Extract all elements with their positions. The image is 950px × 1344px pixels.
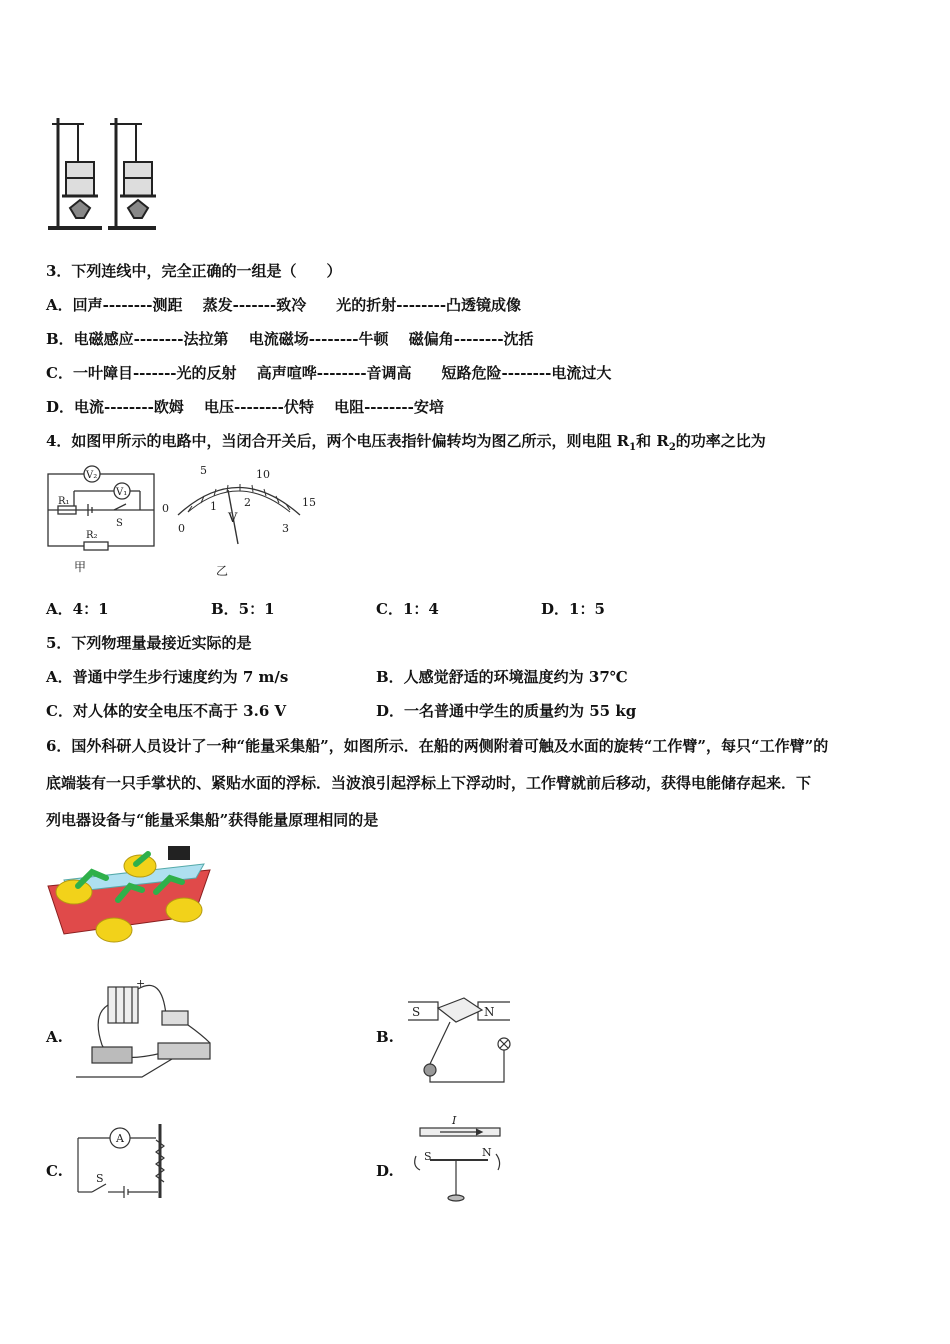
q4-option-a: A．4：1: [46, 600, 109, 618]
switch-s-label: S: [96, 1172, 104, 1185]
meter-inner-tick-3: 3: [282, 522, 289, 535]
circuit-r1-label: R₁: [58, 496, 70, 507]
q6-option-d-figure: [404, 1110, 508, 1206]
q6-option-c-figure: [74, 1120, 174, 1202]
energy-ship-figure: [44, 842, 216, 954]
voltmeter-yi-figure: [158, 460, 318, 580]
q6-option-c-label: C.: [46, 1162, 63, 1180]
q3-option-c: C．一叶障目-------光的反射 高声喧哗--------音调高 短路危险--------电流过大: [46, 364, 612, 382]
q3-option-d: D．电流--------欧姆 电压--------伏特 电阻--------安培: [46, 398, 444, 416]
circuit-jia-figure: [44, 460, 160, 580]
q6-option-d-label: D.: [376, 1162, 394, 1180]
magnet-n-label: N: [484, 1005, 495, 1019]
q6-option-b-figure: [404, 990, 516, 1088]
q6-option-a-figure: [72, 975, 220, 1087]
q6-stem-line2: 底端装有一只手掌状的、紧贴水面的浮标．当波浪引起浮标上下浮动时，工作臂就前后移动，获得电能储存起来．下: [46, 774, 812, 792]
q5-option-b: B．人感觉舒适的环境温度约为 37℃: [376, 668, 628, 686]
circuit-v1-label: V₁: [116, 487, 128, 498]
magnet-s-label: S: [412, 1005, 421, 1019]
figure-jia-label: 甲: [74, 560, 87, 574]
q4-stem: 4．如图甲所示的电路中，当闭合开关后，两个电压表指针偏转均为图乙所示，则电阻 $R_1$和 $R_2$的功率之比为: [46, 432, 766, 453]
meter-outer-tick-15: 15: [302, 496, 316, 509]
q6-option-b-label: B.: [376, 1028, 394, 1046]
q3-stem: 3．下列连线中，完全正确的一组是（ ）: [46, 262, 342, 280]
q4-option-c: C．1：4: [376, 600, 439, 618]
q3-option-a: A．回声--------测距 蒸发-------致冷 光的折射--------凸透镜成像: [46, 296, 522, 314]
battery-plus-label: +: [136, 977, 146, 990]
meter-unit-label: V: [228, 511, 238, 526]
meter-outer-tick-0: 0: [162, 502, 169, 515]
needle-n-label: N: [482, 1146, 492, 1159]
current-i-label: I: [452, 1114, 457, 1127]
q5-option-c: C．对人体的安全电压不高于 3.6 V: [46, 702, 287, 720]
needle-s-label: S: [424, 1150, 432, 1163]
circuit-r2-label: R₂: [86, 530, 98, 541]
q5-stem: 5．下列物理量最接近实际的是: [46, 634, 252, 652]
q6-option-a-label: A.: [46, 1028, 63, 1046]
q6-stem-line1: 6．国外科研人员设计了一种“能量采集船”，如图所示．在船的两侧附着可触及水面的旋转“工作臂”，每只“工作臂”的: [46, 737, 829, 755]
q4-option-d: D．1：5: [541, 600, 605, 618]
ammeter-label: A: [116, 1132, 124, 1145]
meter-outer-tick-10: 10: [256, 468, 270, 481]
meter-inner-tick-1: 1: [210, 500, 217, 513]
figure-yi-label: 乙: [216, 564, 229, 578]
q5-option-d: D．一名普通中学生的质量约为 55 kg: [376, 702, 637, 720]
q5-option-a: A．普通中学生步行速度约为 7 m/s: [46, 668, 289, 686]
q4-option-b: B．5：1: [211, 600, 275, 618]
beaker-stands-figure: [44, 112, 162, 234]
meter-outer-tick-5: 5: [200, 464, 207, 477]
meter-inner-tick-0: 0: [178, 522, 185, 535]
q6-stem-line3: 列电器设备与“能量采集船”获得能量原理相同的是: [46, 811, 379, 829]
meter-inner-tick-2: 2: [244, 496, 251, 509]
circuit-v2-label: V₂: [86, 470, 98, 481]
q3-option-b: B．电磁感应--------法拉第 电流磁场--------牛顿 磁偏角--------沈括: [46, 330, 534, 348]
circuit-s-label: S: [116, 518, 123, 529]
